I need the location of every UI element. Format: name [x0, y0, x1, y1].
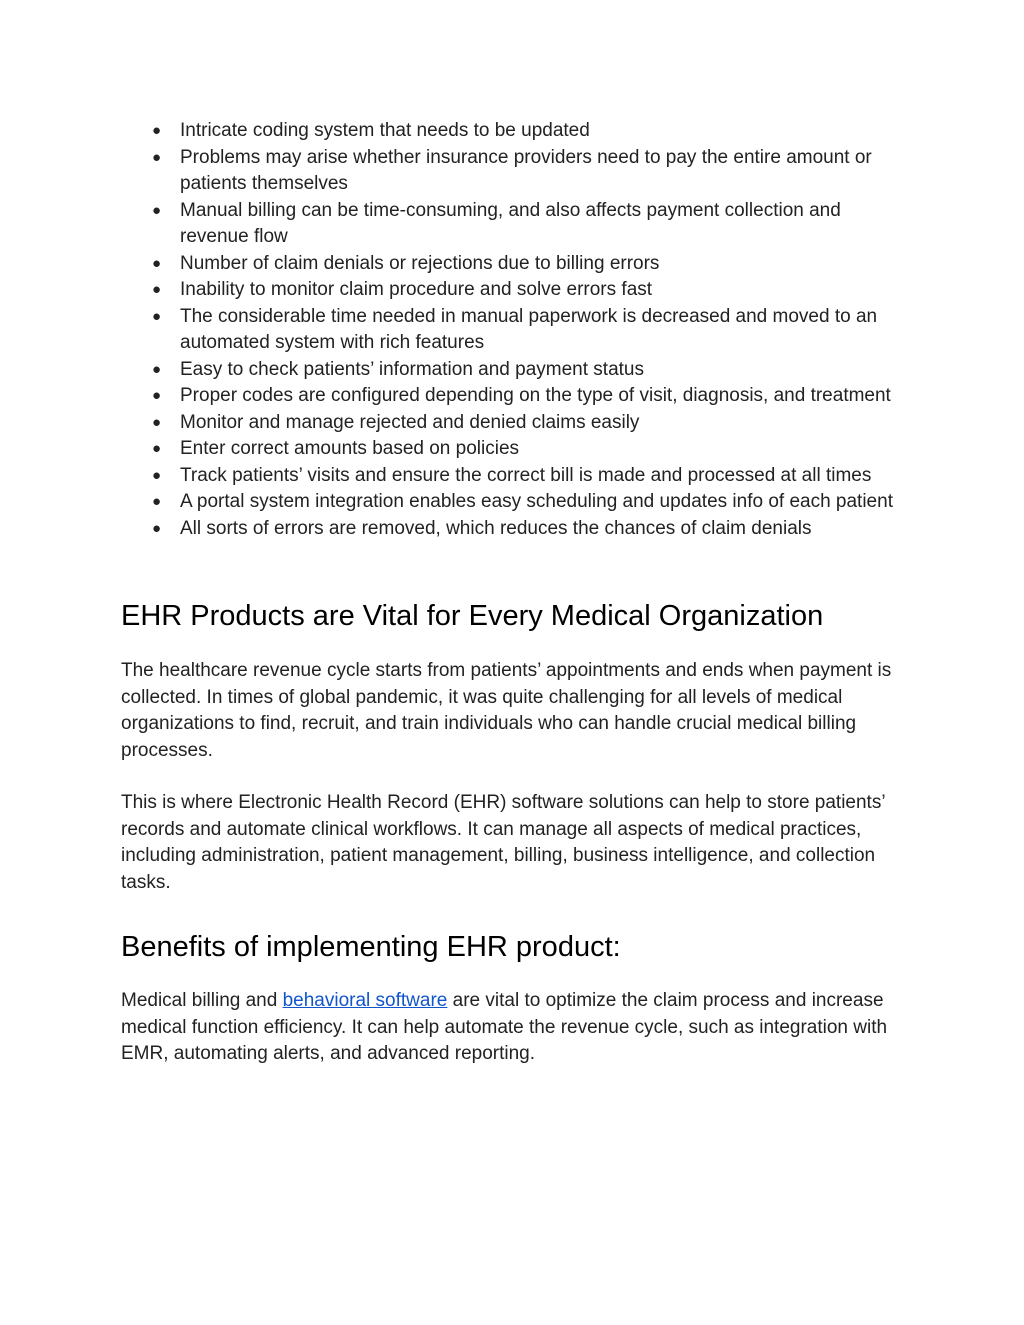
list-item-text: The considerable time needed in manual paperwork is decreased and moved to an automated system with rich features: [180, 305, 878, 353]
bullet-icon: ●: [152, 254, 162, 272]
paragraph-revenue-cycle: The healthcare revenue cycle starts from patients’ appointments and ends when payment is collected. In times of global pandemic, it was quite challenging for all levels of medical organizations to find, recruit, and train individuals who can handle crucial medical billing processes.: [121, 660, 892, 761]
bullet-icon: ●: [152, 307, 162, 325]
list-item: [121, 304, 901, 357]
section-heading-ehr-products: EHR Products are Vital for Every Medical Organization: [121, 600, 824, 632]
list-item-text: Proper codes are configured depending on the type of visit, diagnosis, and treatment: [180, 385, 891, 406]
list-item-text: Easy to check patients’ information and payment status: [180, 358, 644, 380]
list-item-text: All sorts of errors are removed, which reduces the chances of claim denials: [180, 517, 812, 539]
section-heading-benefits: Benefits of implementing EHR product:: [121, 931, 621, 963]
bullet-icon: ●: [152, 440, 162, 457]
bullet-icon: ●: [152, 360, 162, 378]
list-item: [121, 383, 901, 410]
bullet-icon: ●: [152, 122, 162, 139]
behavioral-software-link[interactable]: behavioral software: [282, 990, 448, 1011]
paragraph-text-before-link: Medical billing and: [121, 990, 283, 1011]
list-item-text: Problems may arise whether insurance providers need to pay the entire amount or patients themselves: [180, 146, 872, 194]
list-item-text: Number of claim denials or rejections due to billing errors: [180, 252, 660, 274]
bullet-list: [121, 118, 901, 542]
list-item-text: Enter correct amounts based on policies: [180, 438, 520, 459]
bullet-icon: ●: [152, 201, 162, 219]
list-item: [121, 489, 901, 516]
list-item: [121, 357, 901, 384]
document-page: [121, 118, 901, 1068]
list-item-text: Monitor and manage rejected and denied claims easily: [180, 411, 640, 433]
list-item: [121, 410, 901, 437]
list-item-text: Track patients’ visits and ensure the correct bill is made and processed at all times: [180, 464, 872, 486]
list-item-text: Manual billing can be time-consuming, and also affects payment collection and revenue flow: [180, 199, 841, 247]
list-item: [121, 516, 901, 543]
bullet-icon: ●: [152, 387, 162, 404]
bullet-icon: ●: [152, 413, 162, 431]
bullet-icon: ●: [152, 519, 162, 537]
list-item: [121, 463, 901, 490]
list-item: [121, 436, 901, 463]
bullet-icon: ●: [152, 148, 162, 166]
list-item-text: A portal system integration enables easy scheduling and updates info of each patient: [180, 491, 893, 512]
list-item: [121, 251, 901, 278]
list-item: [121, 118, 901, 145]
list-item: [121, 198, 901, 251]
paragraph-ehr-solutions: This is where Electronic Health Record (EHR) software solutions can help to store patients’ records and automate clinical workflows. It can manage all aspects of medical practices, including administration, patient management, billing, business intelligence, and collection tasks.: [121, 792, 885, 893]
paragraph-text-after-link: are vital to optimize the claim process and increase medical function efficiency. It can help automate the revenue cycle, such as integration with EMR, automating alerts, and advanced reporting.: [121, 990, 888, 1064]
list-item-text: Intricate coding system that needs to be updated: [180, 120, 590, 141]
bullet-icon: ●: [152, 466, 162, 484]
paragraph-benefits: [121, 988, 901, 1068]
bullet-icon: ●: [152, 281, 162, 298]
list-item-text: Inability to monitor claim procedure and solve errors fast: [180, 279, 653, 300]
list-item: [121, 277, 901, 304]
bullet-icon: ●: [152, 493, 162, 510]
list-item: [121, 145, 901, 198]
